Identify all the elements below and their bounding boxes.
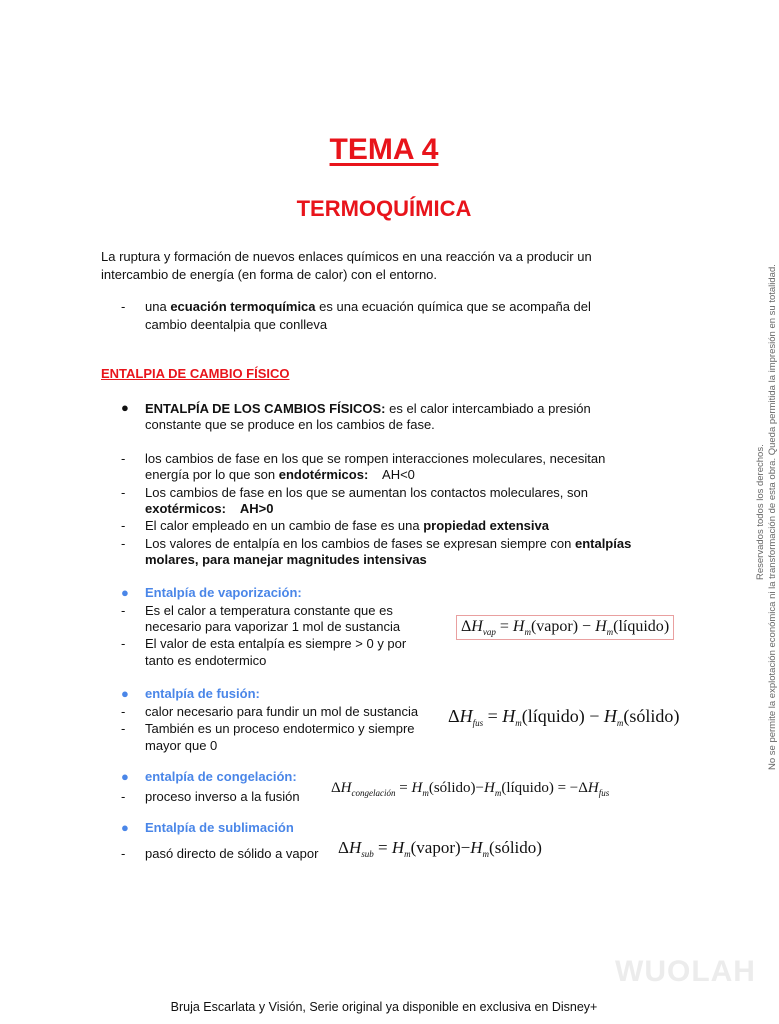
- cambios-line-1: ENTALPÍA DE LOS CAMBIOS FÍSICOS: es el calor intercambiado a presión: [145, 401, 591, 416]
- bullet-dot: ●: [121, 400, 129, 415]
- bullet-dot: ●: [121, 769, 129, 784]
- item-1-line-1: los cambios de fase en los que se rompen interacciones moleculares, necesitan: [145, 451, 606, 466]
- side-notice-line-2: No se permite la explotación económica ni la transformación de esta obra. Queda permitida la impresión en su totalidad.: [767, 264, 778, 770]
- intro-paragraph: [101, 248, 641, 284]
- congelation-formula: $\Delta H_{congelación}$ = $H_m(sólido)-H_m(líquido) = -\Delta H_{fus}$: [331, 780, 610, 798]
- list-dash: -: [121, 789, 126, 804]
- fus-line-2: También es un proceso endotermico y siempre: [145, 721, 415, 736]
- fusion-formula: $\Delta H_{fus}$ = $H_m(líquido)$ − $H_m(sólido)$: [448, 706, 680, 728]
- intro-line-1: La ruptura y formación de nuevos enlaces químicos en una reacción va a producir un: [101, 249, 592, 264]
- fus-line-1: calor necesario para fundir un mol de sustancia: [145, 704, 419, 719]
- list-dash: -: [121, 846, 126, 861]
- bullet-dot: ●: [121, 585, 129, 600]
- fus-line-3: mayor que 0: [145, 738, 218, 753]
- item-4-line-1: Los valores de entalpía en los cambios de fases se expresan siempre con entalpías: [145, 536, 632, 551]
- list-dash: -: [121, 451, 126, 466]
- subl-heading: Entalpía de sublimación: [145, 820, 294, 835]
- vaporization-formula: $\Delta H_{vap}$ = $H_m(vapor)$ − $H_m(líquido)$: [456, 615, 674, 640]
- item-4-line-2: molares, para manejar magnitudes intensivas: [145, 552, 427, 567]
- wuolah-logo: WUOLAH: [615, 955, 756, 988]
- page-subtitle: TERMOQUÍMICA: [296, 196, 472, 221]
- cong-line-1: proceso inverso a la fusión: [145, 789, 300, 804]
- side-notice-line-1: Reservados todos los derechos.: [755, 444, 766, 580]
- list-dash: -: [121, 518, 126, 533]
- sublimation-formula: $\Delta H_{sub}$ = $H_m(vapor)-H_m(sólido)$: [338, 838, 542, 859]
- section-heading: ENTALPIA DE CAMBIO FÍSICO: [101, 366, 290, 381]
- list-dash: -: [121, 704, 126, 719]
- vap-line-4: tanto es endotermico: [145, 653, 267, 668]
- page-title: TEMA 4: [329, 133, 439, 166]
- list-dash: -: [121, 636, 126, 651]
- vap-heading: Entalpía de vaporización:: [145, 585, 302, 600]
- footer-ad-link[interactable]: Bruja Escarlata y Visión, Serie original ya disponible en exclusiva en Disney+: [170, 1000, 598, 1014]
- vap-line-1: Es el calor a temperatura constante que es: [145, 603, 393, 618]
- list-dash: -: [121, 603, 126, 618]
- vap-line-3: El valor de esta entalpía es siempre > 0 y por: [145, 636, 407, 651]
- cong-heading: entalpía de congelación:: [145, 769, 297, 784]
- subl-line-1: pasó directo de sólido a vapor: [145, 846, 319, 861]
- item-1-line-2: energía por lo que son endotérmicos: AH<0: [145, 467, 415, 482]
- list-dash: -: [121, 721, 126, 736]
- item-2-line-2: exotérmicos: AH>0: [145, 501, 274, 516]
- item-3: El calor empleado en un cambio de fase es una propiedad extensiva: [145, 518, 549, 533]
- bullet-dot: ●: [121, 686, 129, 701]
- bullet-dot: ●: [121, 820, 129, 835]
- list-dash: -: [121, 485, 126, 500]
- vap-line-2: necesario para vaporizar 1 mol de sustancia: [145, 619, 401, 634]
- fus-heading: entalpía de fusión:: [145, 686, 260, 701]
- ecuacion-line-2: cambio deentalpia que conlleva: [145, 317, 328, 332]
- ecuacion-line-1: una ecuación termoquímica es una ecuación química que se acompaña del: [145, 299, 591, 314]
- list-dash: -: [121, 299, 126, 314]
- item-2-line-1: Los cambios de fase en los que se aumentan los contactos moleculares, son: [145, 485, 588, 500]
- cambios-line-2: constante que se produce en los cambios de fase.: [145, 417, 435, 432]
- intro-line-2: intercambio de energía (en forma de calor) con el entorno.: [101, 267, 438, 282]
- ecuacion-bold: ecuación termoquímica: [170, 299, 316, 314]
- list-dash: -: [121, 536, 126, 551]
